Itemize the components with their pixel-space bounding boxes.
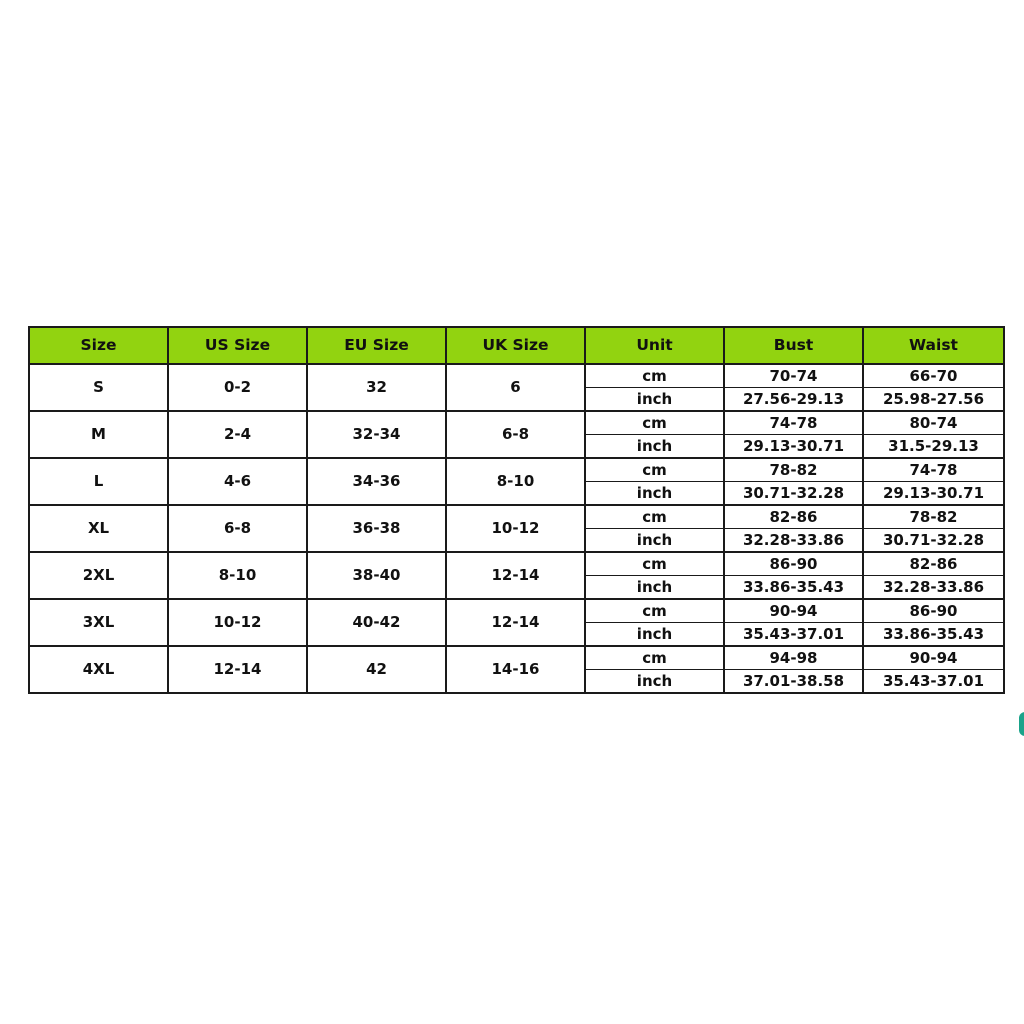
table-row xyxy=(29,552,1004,576)
bust-cell: 35.43-37.01 xyxy=(724,623,863,647)
header-us-size: US Size xyxy=(168,327,307,364)
bust-cell: 37.01-38.58 xyxy=(724,670,863,694)
us-size-cell: 2-4 xyxy=(168,411,307,458)
header-eu-size: EU Size xyxy=(307,327,446,364)
size-cell: S xyxy=(29,364,168,411)
uk-size-cell: 10-12 xyxy=(446,505,585,552)
bust-cell: 29.13-30.71 xyxy=(724,435,863,459)
waist-cell: 66-70 xyxy=(863,364,1004,388)
header-waist: Waist xyxy=(863,327,1004,364)
eu-size-cell: 32 xyxy=(307,364,446,411)
table-body xyxy=(29,364,1004,693)
waist-cell: 86-90 xyxy=(863,599,1004,623)
header-row xyxy=(29,327,1004,364)
bust-cell: 27.56-29.13 xyxy=(724,388,863,412)
us-size-cell: 4-6 xyxy=(168,458,307,505)
waist-cell: 30.71-32.28 xyxy=(863,529,1004,553)
size-chart-table xyxy=(28,326,1005,694)
waist-cell: 32.28-33.86 xyxy=(863,576,1004,600)
bust-cell: 33.86-35.43 xyxy=(724,576,863,600)
eu-size-cell: 42 xyxy=(307,646,446,693)
uk-size-cell: 6 xyxy=(446,364,585,411)
size-cell: 3XL xyxy=(29,599,168,646)
waist-cell: 78-82 xyxy=(863,505,1004,529)
size-cell: 2XL xyxy=(29,552,168,599)
unit-cell: cm xyxy=(585,458,724,482)
unit-cell: cm xyxy=(585,599,724,623)
us-size-cell: 10-12 xyxy=(168,599,307,646)
waist-cell: 35.43-37.01 xyxy=(863,670,1004,694)
unit-cell: cm xyxy=(585,364,724,388)
uk-size-cell: 8-10 xyxy=(446,458,585,505)
unit-cell: inch xyxy=(585,670,724,694)
table-row xyxy=(29,458,1004,482)
waist-cell: 82-86 xyxy=(863,552,1004,576)
bust-cell: 86-90 xyxy=(724,552,863,576)
header-size: Size xyxy=(29,327,168,364)
size-cell: XL xyxy=(29,505,168,552)
eu-size-cell: 38-40 xyxy=(307,552,446,599)
table-row xyxy=(29,646,1004,670)
unit-cell: cm xyxy=(585,411,724,435)
unit-cell: inch xyxy=(585,435,724,459)
us-size-cell: 8-10 xyxy=(168,552,307,599)
waist-cell: 25.98-27.56 xyxy=(863,388,1004,412)
table-row xyxy=(29,505,1004,529)
bust-cell: 82-86 xyxy=(724,505,863,529)
us-size-cell: 0-2 xyxy=(168,364,307,411)
waist-cell: 33.86-35.43 xyxy=(863,623,1004,647)
unit-cell: cm xyxy=(585,552,724,576)
unit-cell: inch xyxy=(585,623,724,647)
unit-cell: inch xyxy=(585,576,724,600)
eu-size-cell: 34-36 xyxy=(307,458,446,505)
bust-cell: 70-74 xyxy=(724,364,863,388)
bust-cell: 74-78 xyxy=(724,411,863,435)
uk-size-cell: 12-14 xyxy=(446,599,585,646)
bust-cell: 32.28-33.86 xyxy=(724,529,863,553)
size-cell: L xyxy=(29,458,168,505)
size-cell: M xyxy=(29,411,168,458)
waist-cell: 80-74 xyxy=(863,411,1004,435)
eu-size-cell: 32-34 xyxy=(307,411,446,458)
bust-cell: 78-82 xyxy=(724,458,863,482)
waist-cell: 90-94 xyxy=(863,646,1004,670)
us-size-cell: 6-8 xyxy=(168,505,307,552)
uk-size-cell: 6-8 xyxy=(446,411,585,458)
eu-size-cell: 40-42 xyxy=(307,599,446,646)
bust-cell: 30.71-32.28 xyxy=(724,482,863,506)
table-row xyxy=(29,364,1004,388)
table-row xyxy=(29,411,1004,435)
uk-size-cell: 12-14 xyxy=(446,552,585,599)
header-bust: Bust xyxy=(724,327,863,364)
size-cell: 4XL xyxy=(29,646,168,693)
waist-cell: 31.5-29.13 xyxy=(863,435,1004,459)
edge-decoration xyxy=(1019,712,1024,736)
unit-cell: inch xyxy=(585,529,724,553)
unit-cell: inch xyxy=(585,482,724,506)
unit-cell: cm xyxy=(585,505,724,529)
bust-cell: 90-94 xyxy=(724,599,863,623)
waist-cell: 74-78 xyxy=(863,458,1004,482)
table-row xyxy=(29,599,1004,623)
header-uk-size: UK Size xyxy=(446,327,585,364)
bust-cell: 94-98 xyxy=(724,646,863,670)
us-size-cell: 12-14 xyxy=(168,646,307,693)
header-unit: Unit xyxy=(585,327,724,364)
unit-cell: cm xyxy=(585,646,724,670)
uk-size-cell: 14-16 xyxy=(446,646,585,693)
waist-cell: 29.13-30.71 xyxy=(863,482,1004,506)
eu-size-cell: 36-38 xyxy=(307,505,446,552)
unit-cell: inch xyxy=(585,388,724,412)
